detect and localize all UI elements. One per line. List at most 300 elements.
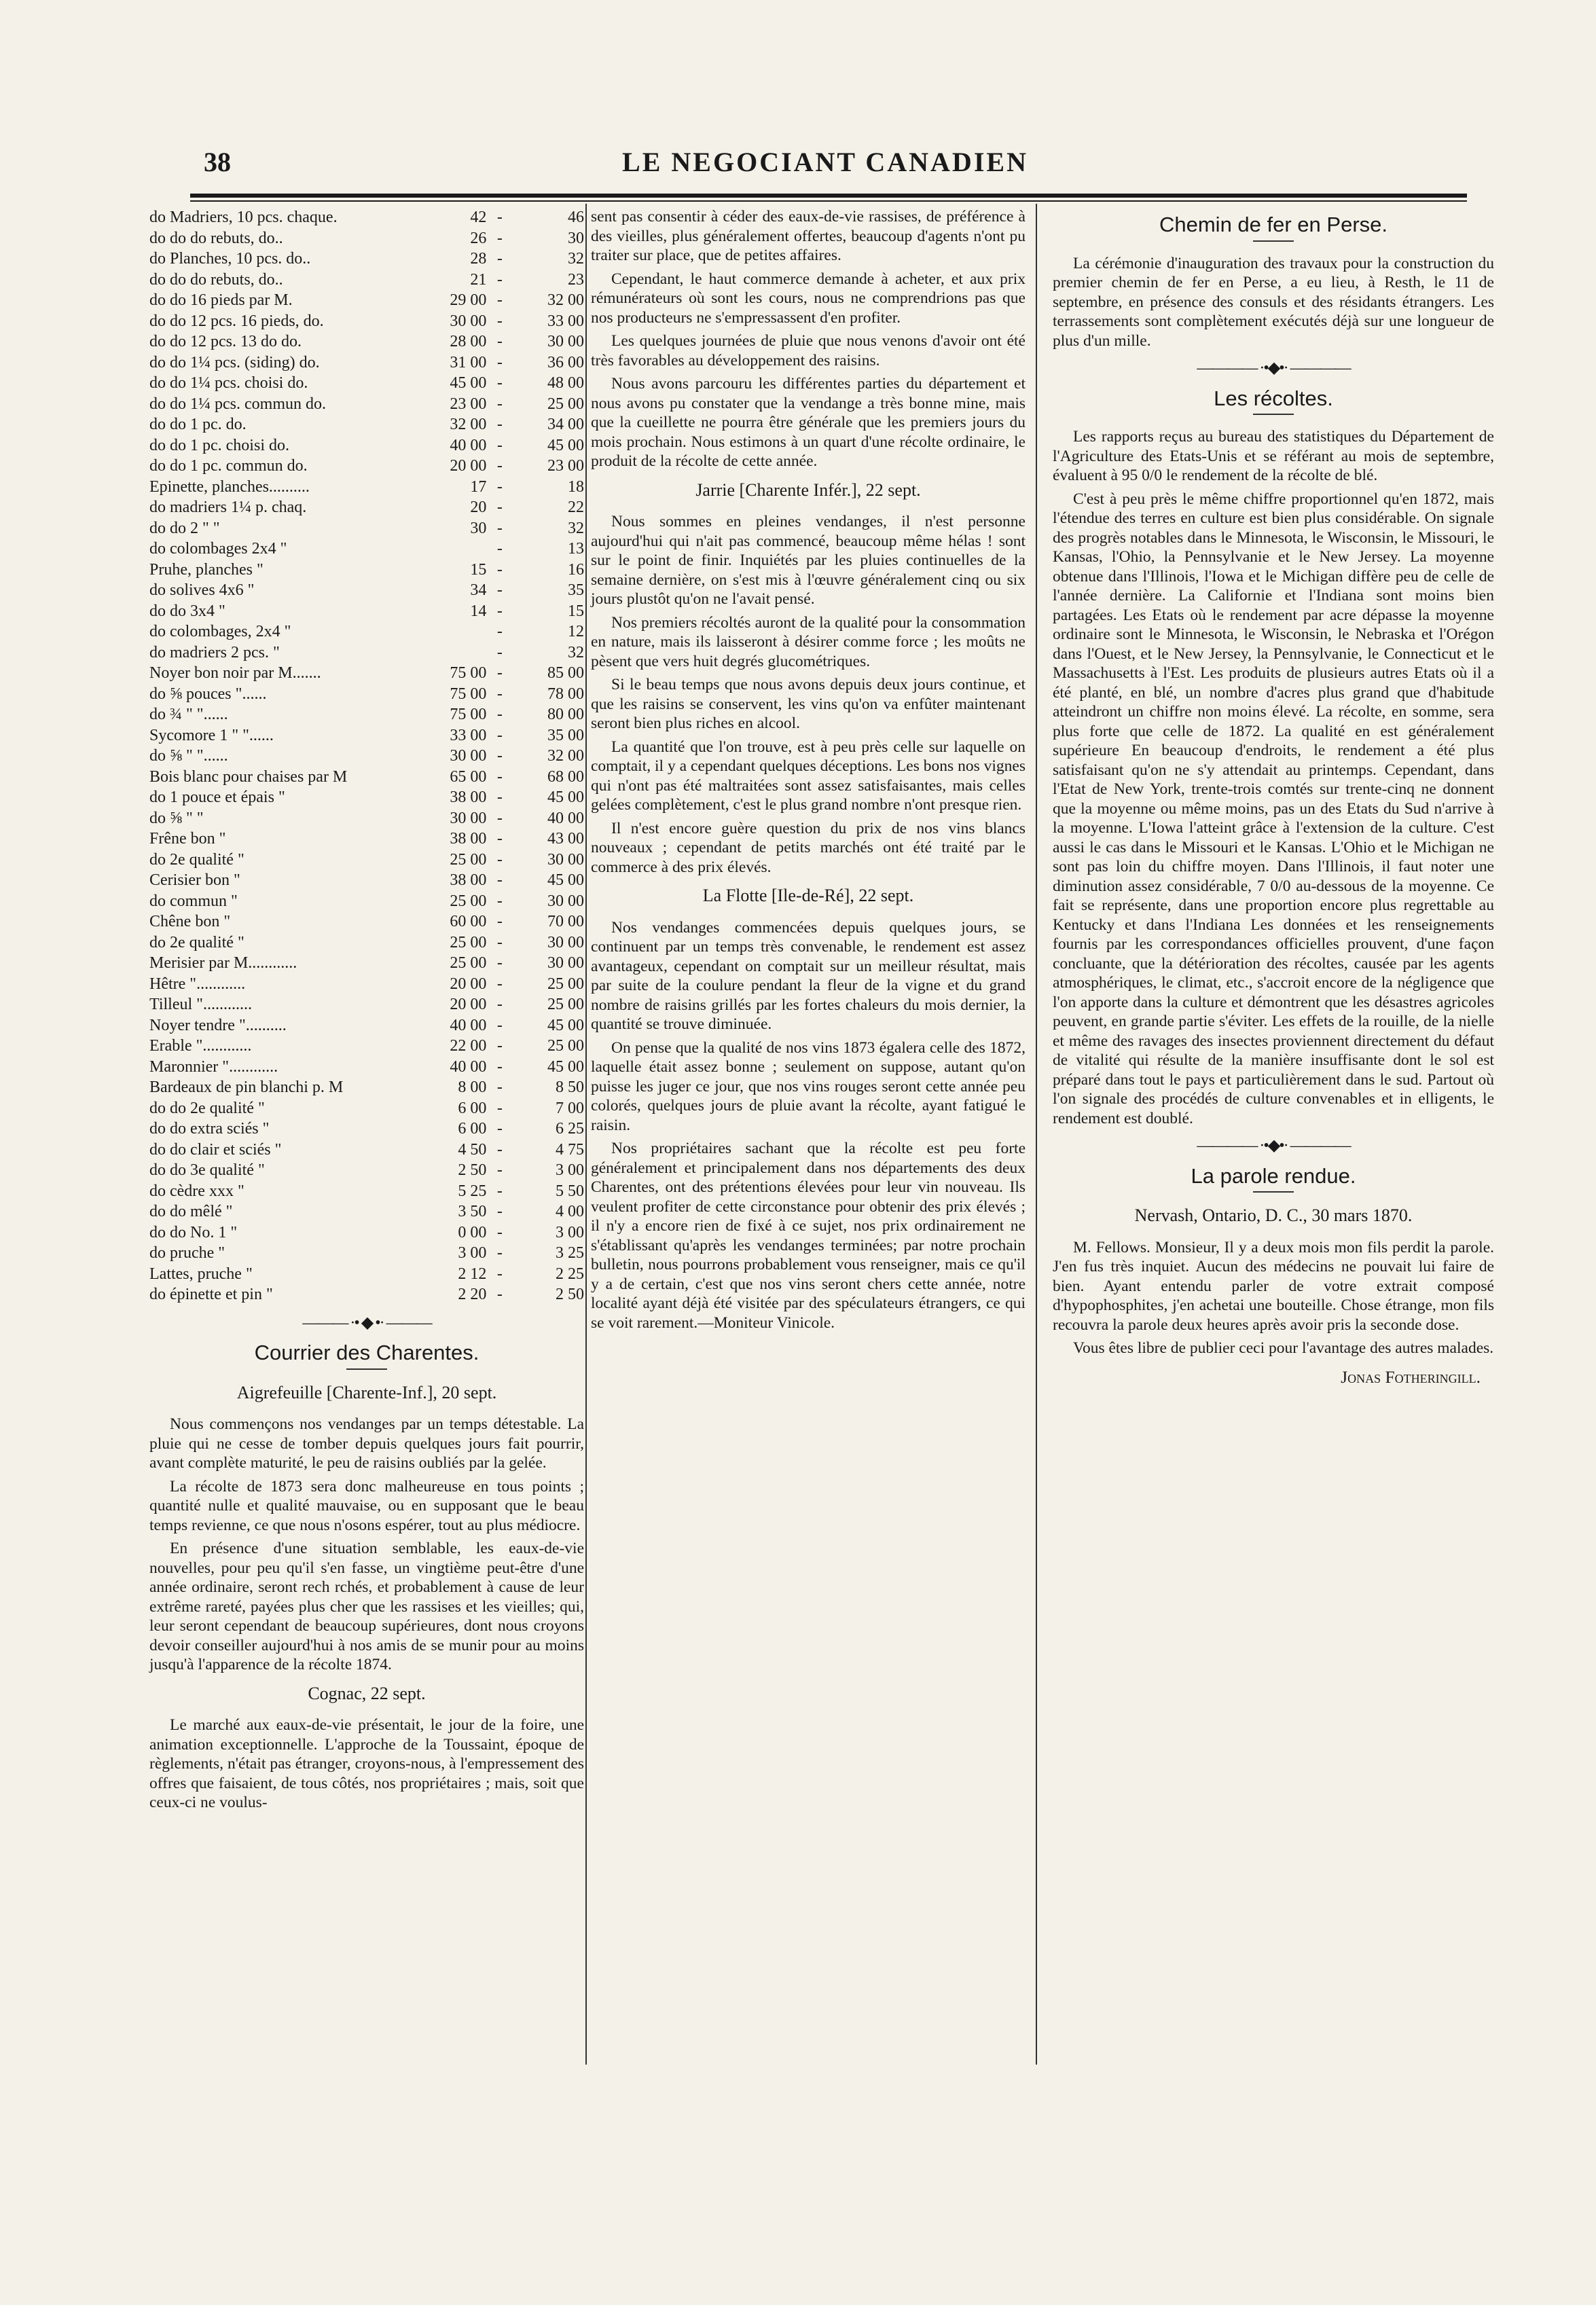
- article-paragraph: En présence d'une situation semblable, les eaux-de-vie nouvelles, pour peu qu'il s'en fasse, un vingtième peut-être d'une année ordinaire, seront rech rchés, et probablement à cause de leur extrême rareté, payées plus cher que les rassises et les vieilles; qui, leur seront cependant de beaucoup supérieures, dont nous croyons devoir conseiller aujourd'hui à nos amis de se munir pour au moins jusqu'à l'apparence de la récolte 1874.: [149, 1540, 584, 1673]
- article-paragraph: Nos vendanges commencées depuis quelques jours, se continuent par un temps très convenable, le rendement est assez avantageux, cependant on comptait sur un meilleur résultat, mais par suite de la coulure pendant la fleur de la vigne et du grand nombre de raisins grillés par les fortes chaleurs du mois dernier, la quantité se trouve diminuée.: [591, 918, 1026, 1033]
- price-dash: -: [496, 416, 503, 433]
- price-low: 6 00: [458, 1120, 487, 1138]
- price-item: Bois blanc pour chaises par M: [149, 767, 348, 786]
- price-row: [149, 1243, 584, 1264]
- price-item: do do extra sciés ": [149, 1120, 270, 1138]
- price-item: do madriers 2 pcs. ": [149, 643, 280, 661]
- price-row: [149, 331, 584, 352]
- price-high: 68 00: [547, 767, 584, 786]
- column-divider-2: [1036, 204, 1037, 2065]
- price-item: do ⅝ " ": [149, 809, 204, 827]
- price-high: 7 00: [556, 1099, 584, 1117]
- price-item: do colombages, 2x4 ": [149, 623, 291, 640]
- article-paragraph: La cérémonie d'inauguration des travaux pour la construction du premier chemin de fer en Perse, a eu lieu, à Resth, le 11 de septembre, en présence des consuls et des résidants étrangers. Les terrassements sont complètement exécutés déjà sur une longueur de plus d'un mille.: [1053, 254, 1494, 350]
- price-low: 75 00: [450, 685, 487, 703]
- price-dash: -: [496, 1078, 503, 1096]
- price-dash: -: [496, 1057, 503, 1076]
- price-dash: -: [496, 1223, 503, 1241]
- header-rule-thin: [190, 200, 1467, 202]
- ornament-separator: ———— ·•◆•· ————: [1197, 1137, 1350, 1155]
- price-high: 34 00: [547, 416, 584, 433]
- price-item: do do do rebuts, do..: [149, 229, 283, 247]
- price-row: [149, 1181, 584, 1202]
- price-item: do 1 pouce et épais ": [149, 788, 285, 806]
- article-paragraph: Nos premiers récoltés auront de la qualité pour la consommation en nature, mais ils laisseront à désirer comme force ; les moûts ne pèsent que vers huit degrés glucométriques.: [591, 613, 1026, 670]
- price-low: 30: [470, 519, 487, 537]
- price-item: do madriers 1¼ p. chaq.: [149, 498, 307, 516]
- price-item: Merisier par M............: [149, 954, 297, 972]
- price-low: 2 20: [458, 1286, 487, 1303]
- article-paragraph: On pense que la qualité de nos vins 1873 égalera celle des 1872, laquelle était assez bonne ; seulement on suppose, autant qu'on puisse les juger ce jour, que nos vins rouges seront cette année peu colorés, quelques jours de pluie avant la récolte, ayant fatigué le raisin.: [591, 1038, 1026, 1134]
- price-item: do ⅝ " "......: [149, 747, 228, 765]
- ornament-separator: ———— ·•◆•· ————: [1197, 359, 1350, 377]
- price-low: [424, 539, 486, 560]
- price-row: [149, 580, 584, 601]
- price-low: 28: [470, 250, 487, 268]
- price-row: [149, 456, 584, 477]
- price-item: Noyer bon noir par M.......: [149, 664, 321, 682]
- price-high: 15: [568, 602, 584, 620]
- price-row: [149, 787, 584, 808]
- price-low: 14: [470, 602, 487, 620]
- price-low: 0 00: [458, 1223, 487, 1241]
- price-dash: -: [496, 457, 503, 475]
- price-low: 30 00: [450, 747, 487, 765]
- masthead: LE NEGOCIANT CANADIEN: [622, 147, 1028, 177]
- price-dash: -: [496, 291, 503, 309]
- price-low: 2 12: [458, 1265, 487, 1283]
- price-item: do do 2e qualité ": [149, 1099, 265, 1117]
- price-low: 3 50: [458, 1203, 487, 1220]
- price-dash: -: [496, 1099, 503, 1117]
- price-item: do do 1 pc. choisi do.: [149, 436, 289, 454]
- price-high: 4 75: [556, 1140, 584, 1159]
- price-row: [149, 414, 584, 435]
- price-row: [149, 684, 584, 705]
- dateline-aigrefeuille: Aigrefeuille [Charente-Inf.], 20 sept.: [236, 1382, 497, 1402]
- letter-paragraph: M. Fellows. Monsieur, Il y a deux mois mon fils perdit la parole. J'en fus très inquiet. Aucun des médecins ne pouvait lui faire de bien. Ayant entendu parler de votre extrait composé d'hypophosphites, j'en achetai une bouteille. Chose étrange, mon fils recouvra la parole deux heures après avoir pris la seconde dose.: [1053, 1238, 1494, 1334]
- price-dash: -: [496, 954, 503, 972]
- price-item: Frêne bon ": [149, 830, 226, 848]
- price-high: 30 00: [547, 850, 584, 869]
- price-low: 20 00: [450, 975, 487, 993]
- price-dash: -: [496, 374, 503, 392]
- price-low: 3 00: [458, 1244, 487, 1262]
- price-high: 80 00: [547, 706, 584, 723]
- price-high: 32: [568, 519, 584, 537]
- price-low: 26: [470, 229, 487, 247]
- price-dash: -: [496, 1037, 503, 1055]
- article-paragraph: Les quelques journées de pluie que nous venons d'avoir ont été très favorables au développement des raisins.: [591, 332, 1026, 369]
- price-row: [149, 746, 584, 767]
- price-high: 32: [568, 643, 584, 661]
- price-high: 43 00: [547, 830, 584, 848]
- price-dash: -: [496, 664, 503, 682]
- price-dash: -: [496, 1203, 503, 1220]
- price-dash: -: [496, 975, 503, 993]
- price-row: [149, 1140, 584, 1161]
- price-high: 2 50: [556, 1286, 584, 1303]
- price-high: 30: [568, 229, 584, 247]
- price-item: do do mêlé ": [149, 1203, 233, 1220]
- price-low: 65 00: [450, 767, 487, 786]
- price-dash: -: [496, 229, 503, 247]
- price-item: do cèdre xxx ": [149, 1182, 244, 1200]
- title-rule: [346, 1368, 387, 1370]
- price-high: 3 00: [556, 1161, 584, 1179]
- price-item: do Planches, 10 pcs. do..: [149, 250, 311, 268]
- price-item: Chêne bon ": [149, 913, 231, 930]
- price-item: do do clair et sciés ": [149, 1140, 282, 1159]
- price-row: [149, 477, 584, 498]
- price-high: 40 00: [547, 809, 584, 827]
- price-high: 36 00: [547, 353, 584, 371]
- dateline-nervash: Nervash, Ontario, D. C., 30 mars 1870.: [1134, 1205, 1413, 1225]
- section-title-recoltes: Les récoltes.: [1214, 386, 1333, 410]
- price-row: [149, 704, 584, 725]
- price-dash: -: [496, 996, 503, 1013]
- price-low: 15: [470, 560, 487, 579]
- price-dash: -: [496, 850, 503, 869]
- price-row: [149, 974, 584, 995]
- article-paragraph: Nous sommes en pleines vendanges, il n'est personne aujourd'hui qui n'ait pas commencé, beaucoup même hélas ! sont sur le point de finir. Inquiétés par les pluies continuelles de la semaine dernière, on s'est mis à l'œuvre généralement cinq ou six jours plustôt qu'on ne l'avait pensé.: [591, 513, 1026, 608]
- price-dash: -: [496, 250, 503, 268]
- price-item: do do 3x4 ": [149, 602, 225, 620]
- price-dash: -: [496, 1140, 503, 1159]
- price-high: 5 50: [556, 1182, 584, 1200]
- price-row: [149, 994, 584, 1015]
- price-dash: -: [496, 540, 503, 558]
- price-row: [149, 249, 584, 270]
- price-row: [149, 601, 584, 622]
- price-dash: -: [496, 1016, 503, 1034]
- price-dash: -: [496, 913, 503, 930]
- price-high: 12: [568, 623, 584, 640]
- article-paragraph: Il n'est encore guère question du prix de nos vins blancs nouveaux ; cependant de petits marchés ont été traité par le commerce à des prix élevés.: [591, 819, 1026, 876]
- price-row: [149, 808, 584, 829]
- page-number: 38: [204, 147, 231, 177]
- price-item: do ⅝ pouces "......: [149, 685, 267, 703]
- price-low: 22 00: [450, 1037, 487, 1055]
- price-row: [149, 290, 584, 311]
- price-dash: -: [496, 477, 503, 496]
- price-dash: -: [496, 747, 503, 765]
- price-dash: -: [496, 519, 503, 537]
- price-high: 35 00: [547, 726, 584, 744]
- price-item: Maronnier "............: [149, 1057, 278, 1076]
- price-dash: -: [496, 1161, 503, 1179]
- price-item: do do 1 pc. commun do.: [149, 457, 308, 475]
- price-row: [149, 725, 584, 746]
- price-dash: -: [496, 767, 503, 786]
- price-item: do Madriers, 10 pcs. chaque.: [149, 208, 338, 226]
- price-high: 3 25: [556, 1244, 584, 1262]
- price-low: 42: [470, 208, 487, 226]
- price-item: do commun ": [149, 892, 238, 910]
- price-high: 30 00: [547, 954, 584, 972]
- price-high: 25 00: [547, 996, 584, 1013]
- signature: Jonas Fotheringill.: [1341, 1366, 1481, 1387]
- price-high: 18: [568, 477, 584, 496]
- price-high: 23: [568, 270, 584, 289]
- price-high: 35: [568, 581, 584, 599]
- price-dash: -: [496, 830, 503, 848]
- price-low: 25 00: [450, 892, 487, 910]
- price-high: 25 00: [547, 975, 584, 993]
- price-row: [149, 663, 584, 684]
- price-row: [149, 1222, 584, 1244]
- price-dash: -: [496, 643, 503, 661]
- price-row: [149, 850, 584, 871]
- price-high: 4 00: [556, 1203, 584, 1220]
- dateline-jarrie: Jarrie [Charente Infér.], 22 sept.: [695, 479, 921, 500]
- price-row: [149, 1098, 584, 1119]
- price-low: 60 00: [450, 913, 487, 930]
- price-item: Tilleul "............: [149, 996, 252, 1013]
- title-rule: [1253, 240, 1294, 242]
- price-row: [149, 829, 584, 850]
- price-low: 75 00: [450, 664, 487, 682]
- price-dash: -: [496, 560, 503, 579]
- article-paragraph: Le marché aux eaux-de-vie présentait, le jour de la foire, une animation exceptionnelle. L'approche de la Toussaint, époque de règlements, n'était pas étranger, croyons-nous, à l'empressement des offres que faisaient, de tous côtés, nos propriétaires ; mais, soit que ceux-ci ne voulus-: [149, 1716, 584, 1811]
- price-low: 8 00: [458, 1078, 487, 1096]
- article-paragraph: La quantité que l'on trouve, est à peu près celle sur laquelle on comptait, il y a cependant quelques déceptions. Les bons nos vignes qui n'ont pas été maltraitées sont assez satisfaisantes, mais celles gelées complètement, c'est le plus grand nombre n'ont presque rien.: [591, 738, 1026, 814]
- price-high: 85 00: [547, 664, 584, 682]
- price-low: 30 00: [450, 312, 487, 330]
- price-item: do colombages 2x4 ": [149, 540, 287, 558]
- price-item: do do 1¼ pcs. choisi do.: [149, 374, 308, 392]
- price-item: do do 12 pcs. 16 pieds, do.: [149, 312, 324, 330]
- price-high: 32: [568, 250, 584, 268]
- price-low: 32 00: [450, 416, 487, 433]
- price-row: [149, 932, 584, 954]
- price-dash: -: [496, 498, 503, 516]
- price-item: Pruhe, planches ": [149, 560, 264, 579]
- price-high: 33 00: [547, 312, 584, 330]
- section-title-chemin-de-fer: Chemin de fer en Perse.: [1159, 213, 1388, 236]
- price-item: Cerisier bon ": [149, 871, 240, 889]
- price-row: [149, 270, 584, 291]
- price-low: 28 00: [450, 333, 487, 350]
- price-low: 6 00: [458, 1099, 487, 1117]
- price-table: [149, 207, 584, 1305]
- price-row: [149, 953, 584, 974]
- price-low: [424, 621, 486, 642]
- price-row: [149, 311, 584, 332]
- price-dash: -: [496, 809, 503, 827]
- header-rule: [190, 194, 1467, 198]
- price-row: [149, 352, 584, 374]
- article-paragraph: Si le beau temps que nous avons depuis deux jours continue, et que les raisins se conservent, les vins qu'on va enfûter maintenant seront bien plus riches en alcool.: [591, 676, 1026, 732]
- price-high: 45 00: [547, 788, 584, 806]
- title-rule: [1253, 414, 1294, 415]
- price-row: [149, 1015, 584, 1036]
- price-row: [149, 228, 584, 249]
- column-1: [149, 207, 584, 1817]
- price-dash: -: [496, 333, 503, 350]
- price-low: 34: [470, 581, 487, 599]
- price-dash: -: [496, 1265, 503, 1283]
- price-high: 78 00: [547, 685, 584, 703]
- price-high: 22: [568, 498, 584, 516]
- price-high: 70 00: [547, 913, 584, 930]
- price-item: do do 1¼ pcs. commun do.: [149, 395, 326, 413]
- article-paragraph: Nous avons parcouru les différentes parties du département et nous avons pu constater que la vendange a très bonne mine, mais que la cueillette ne pourra être générale que les premiers jours du mois prochain. Nous estimons à un quart d'une récolte ordinaire, le produit de la récolte de cette année.: [591, 375, 1026, 470]
- price-low: 45 00: [450, 374, 487, 392]
- price-high: 45 00: [547, 871, 584, 889]
- price-dash: -: [496, 581, 503, 599]
- price-high: 8 50: [556, 1078, 584, 1096]
- price-item: Epinette, planches..........: [149, 477, 310, 496]
- price-low: 38 00: [450, 788, 487, 806]
- price-low: 23 00: [450, 395, 487, 413]
- ornament-separator: ——— ·• ◆ •· ———: [302, 1313, 431, 1332]
- price-item: do do 1¼ pcs. (siding) do.: [149, 353, 320, 371]
- price-low: 40 00: [450, 436, 487, 454]
- price-high: 32 00: [547, 747, 584, 765]
- price-low: 40 00: [450, 1016, 487, 1034]
- price-item: do do 2 " ": [149, 519, 220, 537]
- price-high: 45 00: [547, 436, 584, 454]
- price-high: 6 25: [556, 1120, 584, 1138]
- price-dash: -: [496, 1120, 503, 1138]
- price-row: [149, 539, 584, 560]
- price-row: [149, 767, 584, 788]
- dateline-cognac: Cognac, 22 sept.: [308, 1683, 426, 1703]
- price-low: 25 00: [450, 954, 487, 972]
- article-paragraph: C'est à peu près le même chiffre proportionnel qu'en 1872, mais l'étendue des terres en culture est bien plus considérable. On signale des progrès notables dans le Minnesota, le Wisconsin, le Missouri, le Kansas, l'Ohio, la Pennsylvanie et le New Jersey. La moyenne obtenue dans l'Illinois, l'Iowa et le Michigan diffère peu de celle de l'année dernière. La Californie et l'Indiana sont moins bien partagées. Les Etats où le rendement par acre dépasse la moyenne ordinaire sont le Minnesota, le Wisconsin, le Nebraska et l'Orégon dans l'Ouest, et le New Jersey, la Pennsylvanie, le Connecticut et le Massachusetts à l'Est. Les produits de plusieurs autres Etats où il a été planté, en blé, un nombre d'acres plus grand que d'habitude atteindront un chiffre non moins élevé. La récolte, en somme, sera plus forte que celle de 1872. La qualité en est généralement supérieure En beaucoup d'endroits, le rendement a été plus satisfaisant qu'on ne s'y attendait au printemps. Cependant, dans l'Etat de New York, trente-trois comtés sur trente-cinq ne donnent que la moyenne ou même moins, pas un des Etats du Sud n'arrive à la moyenne. L'Iowa l'atteint grâce à l'extension de la culture. C'est aussi le cas dans le Missouri et le Kansas. L'Ohio et le Michigan ne sont pas loin du chiffre moyen. Dans l'Illinois, il faut noter une diminution assez considérable, 7 0/0 au-dessous de la moyenne. Ce fait se représente, dans une proportion encore plus regrettable au Kentucky et dans l'Indiana Les données et les renseignements fournis par les correspondances officielles prouvent, d'une façon concluante, que la détérioration des récoltes, causée par les agents atmosphériques, le climat, etc., s'accroit encore de la négligence que l'on apporte dans la culture et démontrent que les désastres agricoles peuvent, en grande partie s'éviter. Les effets de la rouille, de la nielle et même des ravages des insectes proviennent directement du défaut de vitalité qui résulte de la manière insuffisante dont le sol est préparé dans tout le pays et particulièrement dans le sud. Partout où l'on signale des procédés de culture convenables et in elligents, le rendement est doublé.: [1053, 490, 1494, 1127]
- price-dash: -: [496, 685, 503, 703]
- price-low: 33 00: [450, 726, 487, 744]
- article-paragraph: Nos propriétaires sachant que la récolte est peu forte généralement et principalement dans nos départements des deux Charentes, ont des prétentions élevées pour leur vin nouveau. Ils veulent profiter de cette circonstance pour obtenir des prix élevés ; il n'y a encore rien de fixé à ce sujet, nos prix ordinairement ne s'établissant qu'après les vendanges terminées; par notre prochain bulletin, nous pourrons probablement vous renseigner, mais ce qu'il y a de certain, c'est que nos vins seront chers cette année, notre localité ayant déjà été visitée par des spéculateurs étrangers, ce qui se voit rarement.—Moniteur Vinicole.: [591, 1140, 1026, 1332]
- price-low: 5 25: [458, 1182, 487, 1200]
- price-low: 2 50: [458, 1161, 487, 1179]
- price-high: 23 00: [547, 457, 584, 475]
- price-dash: -: [496, 1182, 503, 1200]
- price-high: 30 00: [547, 892, 584, 910]
- page-header: [170, 139, 1481, 194]
- price-low: 38 00: [450, 830, 487, 848]
- article-paragraph: Les rapports reçus au bureau des statistiques du Département de l'Agriculture des Etats-Unis et se référant au mois de septembre, évaluent à 95 0/0 le rendement de la récolte de blé.: [1053, 428, 1494, 484]
- price-high: 32 00: [547, 291, 584, 309]
- price-dash: -: [496, 353, 503, 371]
- price-high: 13: [568, 540, 584, 558]
- price-low: 29 00: [450, 291, 487, 309]
- price-item: do do No. 1 ": [149, 1223, 238, 1241]
- price-row: [149, 642, 584, 664]
- column-3: [1053, 207, 1494, 1388]
- price-dash: -: [496, 395, 503, 413]
- price-item: Hêtre "............: [149, 975, 246, 993]
- price-item: Lattes, pruche ": [149, 1265, 253, 1283]
- price-item: do pruche ": [149, 1244, 225, 1262]
- price-high: 2 25: [556, 1265, 584, 1283]
- price-dash: -: [496, 933, 503, 951]
- price-item: do 2e qualité ": [149, 933, 244, 951]
- price-high: 45 00: [547, 1057, 584, 1076]
- price-high: 30 00: [547, 933, 584, 951]
- price-row: [149, 1077, 584, 1098]
- price-low: 20 00: [450, 996, 487, 1013]
- price-dash: -: [496, 602, 503, 620]
- price-row: [149, 1119, 584, 1140]
- price-low: 20: [470, 498, 487, 516]
- price-low: 31 00: [450, 353, 487, 371]
- price-high: 45 00: [547, 1016, 584, 1034]
- price-item: do do 12 pcs. 13 do do.: [149, 333, 302, 350]
- price-low: 40 00: [450, 1057, 487, 1076]
- price-row: [149, 560, 584, 581]
- article-paragraph: Nous commençons nos vendanges par un temps détestable. La pluie qui ne cesse de tomber depuis quelques jours fait pourrir, avant complète maturité, le peu de raisins oubliés par la gelée.: [149, 1415, 584, 1472]
- price-high: 30 00: [547, 333, 584, 350]
- price-item: do ¾ " "......: [149, 706, 228, 723]
- price-low: 25 00: [450, 850, 487, 869]
- price-low: 21: [470, 270, 487, 289]
- section-title-parole-rendue: La parole rendue.: [1191, 1163, 1356, 1188]
- price-row: [149, 1264, 584, 1285]
- price-row: [149, 1284, 584, 1305]
- price-row: [149, 911, 584, 932]
- price-high: 3 00: [556, 1223, 584, 1241]
- price-row: [149, 1160, 584, 1181]
- column-divider-1: [585, 204, 587, 2065]
- price-low: 25 00: [450, 933, 487, 951]
- price-item: do do 16 pieds par M.: [149, 291, 293, 309]
- price-item: Erable "............: [149, 1037, 252, 1055]
- title-rule: [1253, 1191, 1294, 1193]
- price-high: 16: [568, 560, 584, 579]
- price-row: [149, 207, 584, 228]
- price-dash: -: [496, 892, 503, 910]
- price-row: [149, 621, 584, 642]
- price-high: 25 00: [547, 1037, 584, 1055]
- price-item: Noyer tendre "..........: [149, 1016, 287, 1034]
- price-low: 17: [470, 477, 487, 496]
- price-item: Bardeaux de pin blanchi p. M: [149, 1078, 344, 1096]
- section-title-courrier: Courrier des Charentes.: [254, 1341, 479, 1364]
- price-row: [149, 394, 584, 415]
- price-item: do épinette et pin ": [149, 1286, 273, 1303]
- price-row: [149, 1201, 584, 1222]
- price-low: [424, 642, 486, 664]
- price-item: do do do rebuts, do..: [149, 270, 283, 289]
- article-paragraph: Cependant, le haut commerce demande à acheter, et aux prix rémunérateurs où sont les cours, nous ne comprendrions pas que nos producteurs ne s'empressassent d'en profiter.: [591, 270, 1026, 327]
- column-2: [591, 207, 1026, 1337]
- letter-paragraph: Vous êtes libre de publier ceci pour l'avantage des autres malades.: [1073, 1339, 1494, 1357]
- price-item: do solives 4x6 ": [149, 581, 255, 599]
- price-row: [149, 373, 584, 394]
- price-dash: -: [496, 312, 503, 330]
- price-row: [149, 1057, 584, 1078]
- price-dash: -: [496, 726, 503, 744]
- price-high: 48 00: [547, 374, 584, 392]
- price-dash: -: [496, 706, 503, 723]
- price-low: 4 50: [458, 1140, 487, 1159]
- price-item: do do 1 pc. do.: [149, 416, 247, 433]
- price-high: 25 00: [547, 395, 584, 413]
- price-dash: -: [496, 871, 503, 889]
- article-paragraph: sent pas consentir à céder des eaux-de-vie rassises, de préférence à des vieilles, plus généralement offertes, beaucoup d'agents n'ont pu traiter sur place, que de petites affaires.: [591, 208, 1026, 264]
- price-high: 46: [568, 208, 584, 226]
- price-dash: -: [496, 623, 503, 640]
- price-dash: -: [496, 436, 503, 454]
- price-dash: -: [496, 788, 503, 806]
- price-item: do 2e qualité ": [149, 850, 244, 869]
- price-row: [149, 1036, 584, 1057]
- price-dash: -: [496, 1286, 503, 1303]
- price-item: do do 3e qualité ": [149, 1161, 265, 1179]
- price-dash: -: [496, 208, 503, 226]
